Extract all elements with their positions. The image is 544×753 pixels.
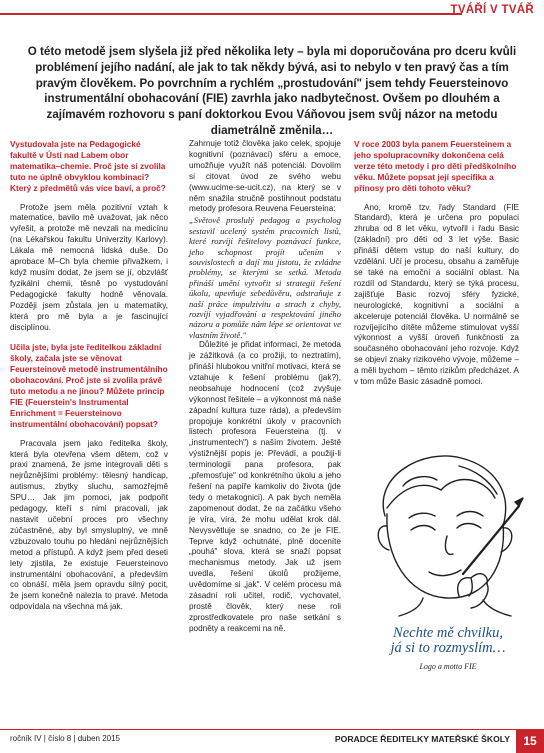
column-3 bbox=[354, 139, 519, 388]
column-2 bbox=[189, 139, 341, 635]
question-3: V roce 2003 byla panem Feuersteinem a jeho spolupracovníky dokončena celá verze této metody i pro děti předškolního věku. Můžete popsat její specifika a přínosy pro děti tohoto věku? bbox=[354, 139, 517, 193]
issue-info: ročník IV | číslo 8 | duben 2015 bbox=[10, 734, 120, 743]
magazine-title: PORADCE ŘEDITELKY MATEŘSKÉ ŠKOLY bbox=[334, 734, 510, 744]
answer-3: Ano, kromě tzv. řady Standard (FIE Standard), která je určena pro populaci zhruba od 8 let věku, vytvořil i řadu Basic (základní) pro děti od 3 let výše. Basic přináší dětem vstup do naší kultury, do vzdělání. Učí je procesu, obsahu a zaměřuje se také na emoční a sociální oblast. Na rozdíl od Standardu, který se týká procesu, zajišťuje Basic rozvoj sféry fyzické, neurologické, kognitivní a sociální a akceleruje potenciál člověka. U normálně se rozvíjejícího dítěte můžeme stimulovat vyšší výkonnost a vyšší úroveň funkčnosti za současného obohacování jeho rozvoje. Když se objeví znaky rizikového vývoje, můžeme – a měli bychom – těmto rizikům předcházet. A v tom může Basic zásadně pomoci. bbox=[354, 202, 519, 387]
footer-rule bbox=[0, 729, 520, 730]
answer-2: Pracovala jsem jako ředitelka školy, která byla otevřena všem dětem, což v praxi znamená, že jsme integrovali děti s nejrůznějšími problémy: tělesný handicap, autismus, zbytky sluchu, samozřejmě SPU… Jak jim pomoci, jak podpořit pedagogy, kteří s nimi pracovali, jak nastavit učební proces pro všechny zúčastněné, aby byl smysluplný, ve mně vzbuzovalo touhu po hledání nejrůznějších metod a přístupů. A když jsem před deseti lety zjistila, že existuje Feuersteinovo instrumentální obohacování, a především co obnáší, měla jsem opravdu silný pocit, že jsem konečně nalezla to pravé. Metoda odpovídala na všechna má jak. bbox=[10, 438, 168, 612]
motto-line-2: já si to rozmyslím… bbox=[390, 640, 506, 656]
question-1: Vystudovala jste na Pedagogické fakultě v Ústí nad Labem obor matematika–chemie. Proč jste si zvolila tuto ne úplně obvyklou kombinaci? Který z předmětů vás více baví, a proč? bbox=[10, 139, 166, 193]
page-number: 15 bbox=[516, 729, 544, 753]
answer-1: Protože jsem měla pozitivní vztah k matematice, bavilo mě uvažovat, jak něco vyřešit, a protože mě nevzali na medicínu (na Lékařskou fakultu Univerzity Karlovy). Lákala mě nemocná lidská duše. Do aprobace M–Ch byla chemie přivažkem, i když musím dodat, že jsem se jí, obzvlášť fyzikální chemii, těsně po vystudování Pedagogické fakulty hodně věnovala. Později jsem zůstala jen u matematiky, která pro mě byla a je fascinující disciplínou. bbox=[10, 202, 168, 332]
motto bbox=[367, 626, 529, 656]
answer-2-continued: Zahrnuje totiž člověka jako celek, spojuje kognitivní (poznávací) sféru a emoce, umožňuje využít náš potenciál. Dovolím si citovat úvod ze svého webu (www.ucime-se-ucit.cz), na který se v něm snažila stručně postihnout podstatu metody profesora Reuvena Feuersteina: bbox=[189, 139, 341, 214]
question-2: Učila jste, byla jste ředitelkou základní školy, začala jste se věnovat Feuersteinově metodě instrumentálního obohacování. Proč jste si zvolila právě tuto metodu a ne jinou? Můžete princip FIE (Feuerstein's Instrumental Enrichment = Feuersteinovo instrumentální obohacování) popsat? bbox=[10, 342, 168, 429]
lead-paragraph: O této metodě jsem slyšela již před několika lety – byla mi doporučována pro dceru kvůli problémení jejího nadání, ale jak to tak někdy bývá, asi to nebylo v ten pravý čas a tím pravým člověkem. Po povrchním a rychlém „prostudování" jsem tehdy Feuersteinovo instrumentální obohacování (FIE) zavrhla jako nadbytečnost. Ovšem po dlouhém a zajímavém rozhovoru s paní doktorkou Evou Váňovou jsem svůj názor na metodu diametrálně změnila… bbox=[27, 45, 517, 137]
thinking-child-illustration bbox=[363, 446, 531, 618]
motto-line-1: Nechte mě chvilku, bbox=[393, 625, 503, 641]
answer-2-final: Důležité je přidat informaci, že metoda je zážitková (a co prožiji, to neztratím), přináší hlubokou vnitřní motivaci, která se vztahuje k řešení problému (jak?), neobsahuje hodnocení (což zvyšuje výkonnost řešitele – a výkonnost má naše západní kultura tuze ráda), a především propojuje konkrétní úkoly v pracovních listech profesora Feuersteina (tj. v „instrumentech") s naším životem. Ještě výstižnější popis je: Převádí, a použiji-li terminologii pana profesora, pak „přemosťuje" od konkrétního úkolu a jeho řešení na papíře kamkoliv do života (jde tedy o metakognici). A pak bych neměla zapomenout dodat, že na začátku všeho je víra, víra, že mohu udělat krok dál. Nevysvětluje se snadno, co že je FIE. Teprve když ochutnáte, plně doceníte „pouhá" slova, která se snaží popsat mechanismus metody. Jak už jsem uvedla, řešení úkolů prožijeme, uvědomíme si „jak". V celém procesu má zásadní roli učitel, rodič, vychovatel, prostě člověk, který nese roli zprostředkovatele pro naše setkání s podněty a reakcemi na ně. bbox=[189, 340, 342, 633]
header-rule bbox=[0, 13, 462, 15]
logo-caption: Logo a motto FIE bbox=[419, 662, 477, 671]
column-1 bbox=[10, 139, 168, 613]
section-title: TVÁŘÍ V TVÁŘ bbox=[450, 4, 534, 16]
web-quote: „Světově proslulý pedagog a psycholog sestavil ucelený systém pracovních listů, které rozvíjí řešitelovy poznávací funkce, jeho schopnost projít učením v souvislostech a dají mu jistotu, že zvládne problémy, se kterými se setká. Metoda přináší umění vytvořit si strategii řešení úkolu, upevňuje sebedůvěru, odstraňuje z naší práce impulzivitu a strach z chyby, rozvíjí vyjadřování a respektování jiného názoru a pomůže nám lépe se orientovat ve vlastním životě." bbox=[189, 215, 341, 340]
